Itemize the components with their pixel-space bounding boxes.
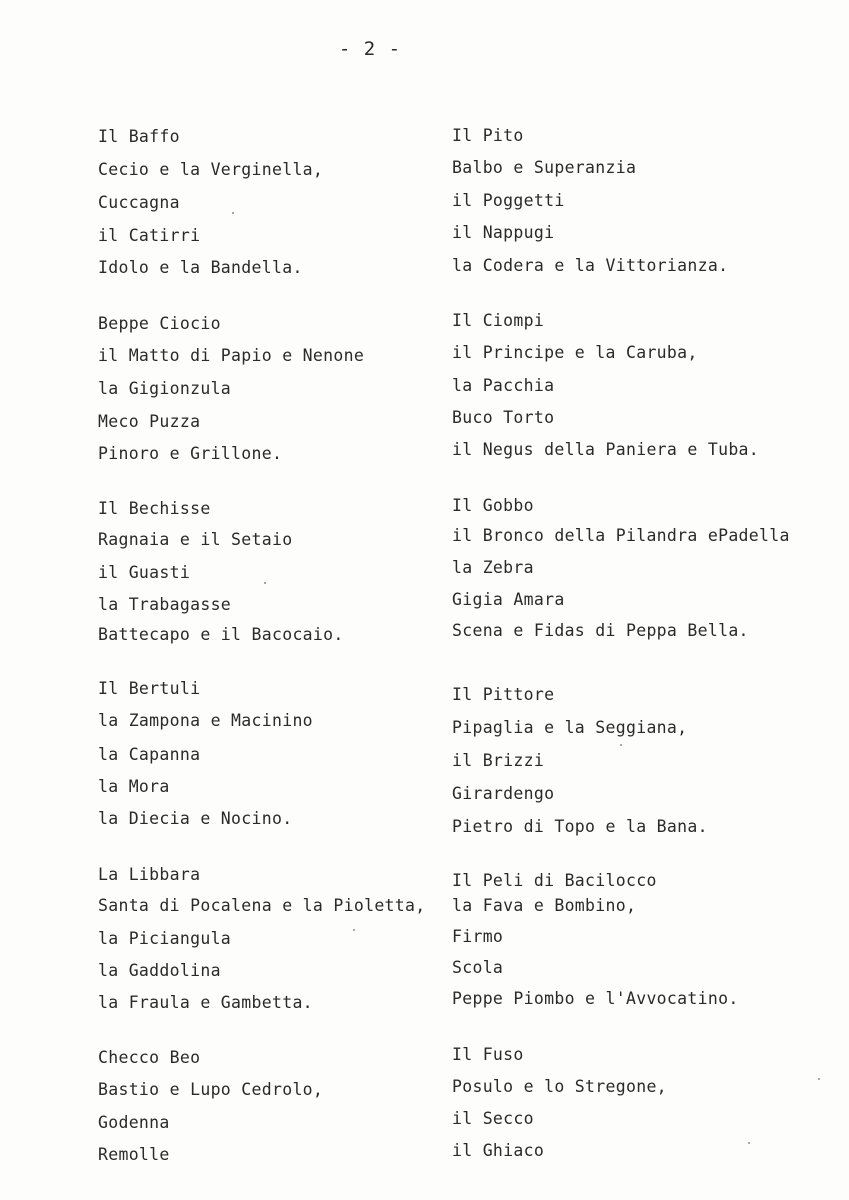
- name-line: Il Fuso: [452, 1045, 524, 1064]
- name-line: la Zampona e Macinino: [98, 711, 313, 730]
- name-line: Il Ciompi: [452, 311, 545, 330]
- name-line: La Libbara: [98, 865, 201, 884]
- name-line: la Gigionzula: [98, 379, 232, 398]
- name-line: Gigia Amara: [452, 590, 565, 609]
- name-line: Beppe Ciocio: [98, 314, 221, 333]
- page-number: - 2 -: [338, 38, 402, 60]
- name-line: la Fava e Bombino,: [452, 896, 637, 915]
- name-line: la Piciangula: [98, 929, 232, 948]
- name-line: la Capanna: [98, 745, 201, 764]
- name-line: Il Bechisse: [98, 499, 211, 518]
- name-line: Bastio e Lupo Cedrolo,: [98, 1080, 324, 1099]
- name-line: Buco Torto: [452, 408, 555, 427]
- name-line: il Brizzi: [452, 751, 545, 770]
- name-line: la Mora: [98, 777, 170, 796]
- name-line: il Negus della Paniera e Tuba.: [452, 440, 760, 459]
- scan-speck: [748, 1142, 750, 1144]
- name-line: la Diecia e Nocino.: [98, 809, 293, 828]
- name-line: la Fraula e Gambetta.: [98, 993, 313, 1012]
- name-line: il Bronco della Pilandra ePadella: [452, 526, 790, 545]
- name-line: la Trabagasse: [98, 595, 232, 614]
- name-line: il Catirri: [98, 226, 201, 245]
- name-line: il Matto di Papio e Nenone: [98, 346, 365, 365]
- name-line: Idolo e la Bandella.: [98, 258, 303, 277]
- name-line: la Gaddolina: [98, 961, 221, 980]
- name-line: Balbo e Superanzia: [452, 158, 637, 177]
- name-line: Il Gobbo: [452, 496, 534, 515]
- name-line: Cuccagna: [98, 193, 180, 212]
- name-line: il Guasti: [98, 563, 191, 582]
- name-line: il Nappugi: [452, 223, 555, 242]
- name-line: Scena e Fidas di Peppa Bella.: [452, 621, 749, 640]
- name-line: Meco Puzza: [98, 412, 201, 431]
- name-line: Pinoro e Grillone.: [98, 444, 283, 463]
- scan-speck: [353, 929, 355, 931]
- name-line: Scola: [452, 958, 504, 977]
- name-line: Il Pito: [452, 126, 524, 145]
- name-line: Pietro di Topo e la Bana.: [452, 817, 708, 836]
- name-line: la Pacchia: [452, 376, 555, 395]
- name-line: Il Baffo: [98, 127, 180, 146]
- name-line: il Principe e la Caruba,: [452, 343, 698, 362]
- name-line: il Secco: [452, 1109, 534, 1128]
- name-line: Godenna: [98, 1113, 170, 1132]
- name-line: la Codera e la Vittorianza.: [452, 256, 729, 275]
- name-line: Santa di Pocalena e la Pioletta,: [98, 896, 426, 915]
- scan-speck: [232, 212, 234, 214]
- name-line: Il Bertuli: [98, 679, 201, 698]
- name-line: il Ghiaco: [452, 1141, 545, 1160]
- name-line: Pipaglia e la Seggiana,: [452, 718, 688, 737]
- name-line: Checco Beo: [98, 1048, 201, 1067]
- name-line: Girardengo: [452, 784, 555, 803]
- name-line: Il Peli di Bacilocco: [452, 871, 657, 890]
- name-line: la Zebra: [452, 558, 534, 577]
- name-line: il Poggetti: [452, 191, 565, 210]
- scan-speck: [620, 744, 622, 746]
- name-line: Il Pittore: [452, 685, 555, 704]
- name-line: Posulo e lo Stregone,: [452, 1077, 667, 1096]
- scan-speck: [818, 1078, 820, 1080]
- scan-speck: [264, 582, 266, 584]
- name-line: Battecapo e il Bacocaio.: [98, 625, 344, 644]
- name-line: Ragnaia e il Setaio: [98, 530, 293, 549]
- name-line: Cecio e la Verginella,: [98, 160, 324, 179]
- name-line: Firmo: [452, 927, 504, 946]
- name-line: Remolle: [98, 1145, 170, 1164]
- name-line: Peppe Piombo e l'Avvocatino.: [452, 989, 739, 1008]
